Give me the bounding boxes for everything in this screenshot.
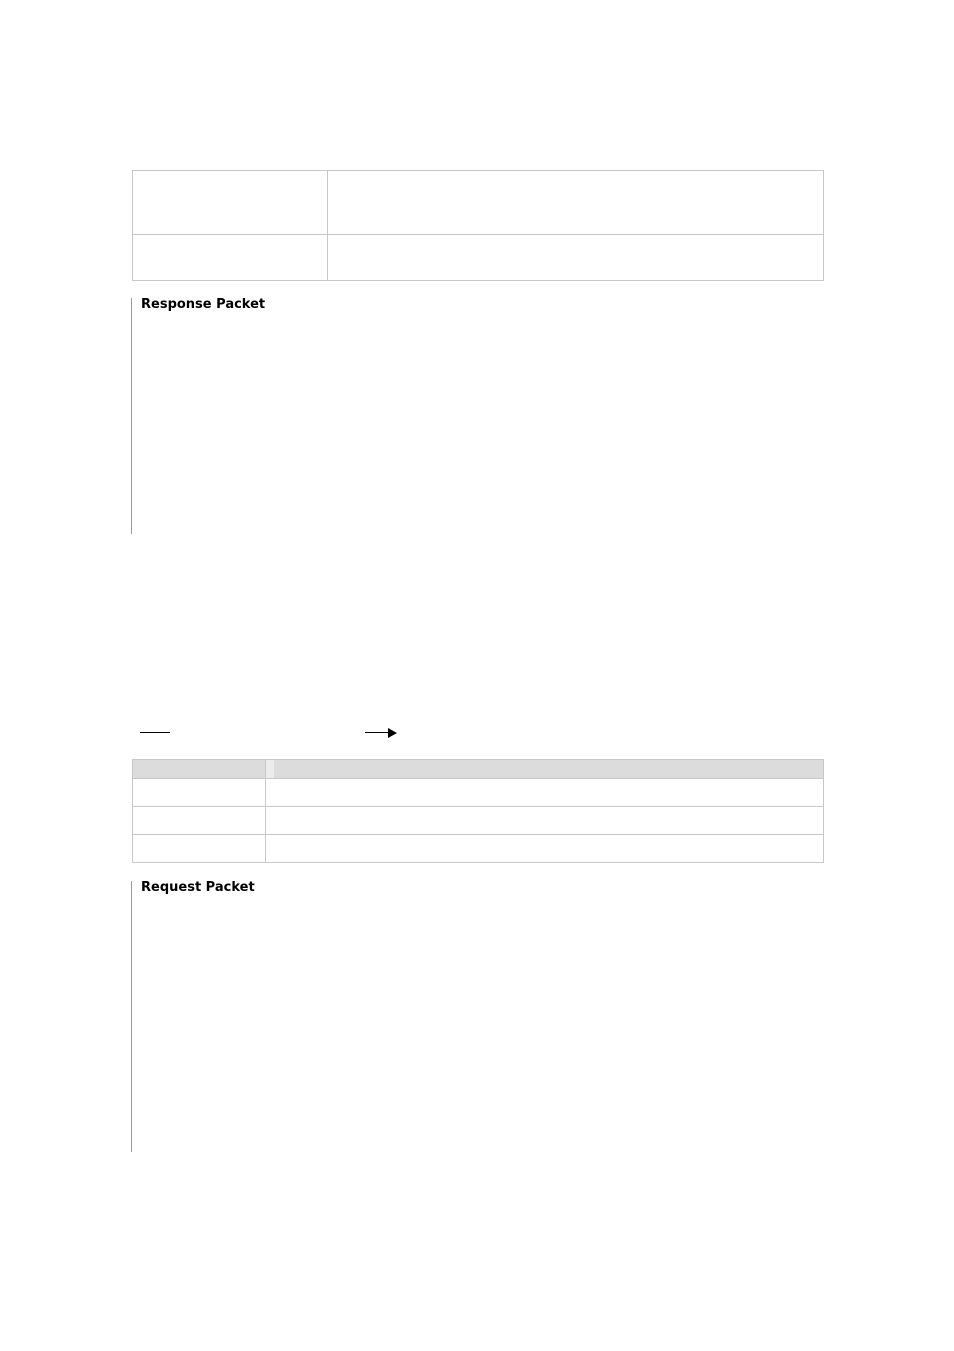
column-divider	[327, 171, 328, 280]
table-row	[133, 779, 823, 807]
table-row	[133, 807, 823, 835]
table-row	[133, 235, 823, 280]
table-header-row	[133, 760, 823, 779]
request-packet-section	[131, 880, 255, 1152]
table-row	[133, 835, 823, 862]
arrow-right-icon	[388, 728, 397, 738]
request-packet-title: Request Packet	[141, 880, 255, 895]
parameter-table-bottom	[132, 759, 824, 863]
header-divider	[265, 760, 274, 778]
response-packet-title: Response Packet	[141, 297, 266, 312]
table-row	[133, 171, 823, 235]
column-divider	[265, 779, 266, 862]
legend-arrow-shaft	[365, 732, 389, 733]
legend-line-plain	[140, 732, 170, 733]
parameter-table-top	[132, 170, 824, 281]
response-packet-section	[131, 297, 266, 534]
